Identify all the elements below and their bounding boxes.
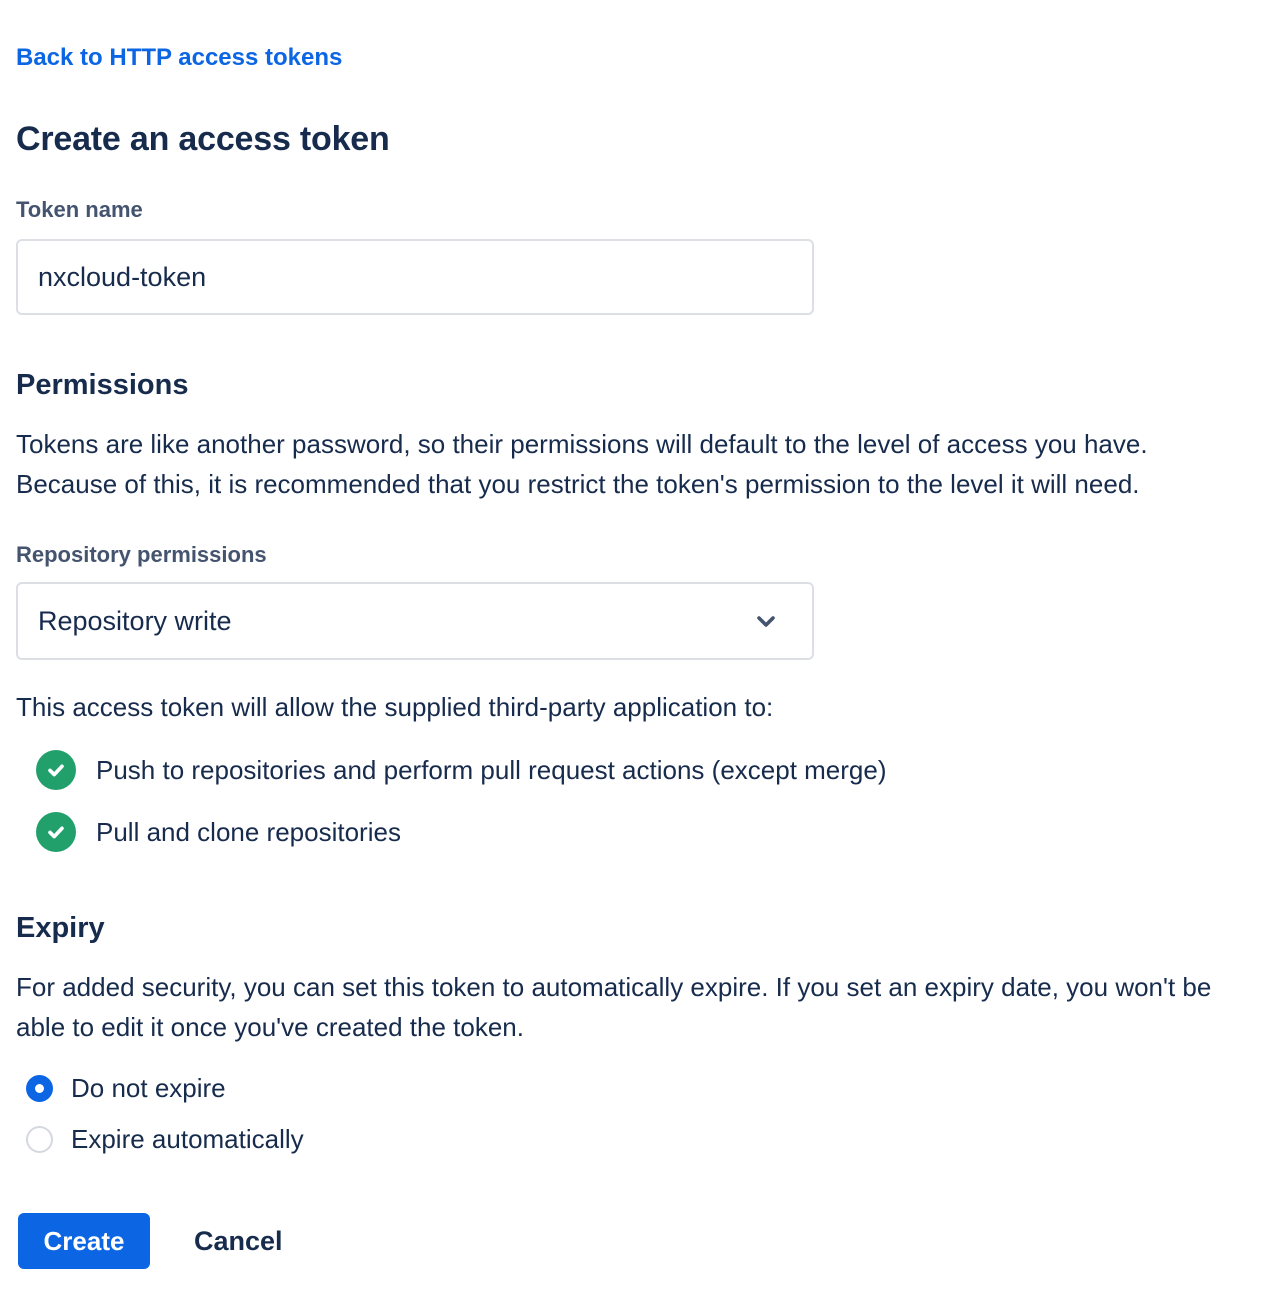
check-icon — [36, 812, 76, 852]
radio-button-icon[interactable] — [26, 1075, 53, 1102]
radio-label: Do not expire — [71, 1073, 226, 1103]
radio-button-icon[interactable] — [26, 1126, 53, 1153]
capability-text: Push to repositories and perform pull request actions (except merge) — [96, 754, 887, 785]
chevron-down-icon — [752, 607, 780, 635]
expiry-heading: Expiry — [16, 912, 105, 944]
permissions-heading: Permissions — [16, 369, 189, 401]
page-title: Create an access token — [16, 120, 390, 158]
expiry-description: For added security, you can set this token to automatically expire. If you set an expiry date, you won't be able to edit it once you've created the token. — [16, 972, 1212, 1042]
repository-permissions-selected-value: Repository write — [38, 605, 232, 636]
cancel-button[interactable]: Cancel — [194, 1225, 283, 1256]
radio-do-not-expire[interactable] — [16, 1073, 1258, 1104]
token-name-label: Token name — [16, 197, 143, 222]
capability-row — [16, 812, 1258, 852]
back-to-http-access-tokens-link[interactable]: Back to HTTP access tokens — [16, 44, 343, 71]
repository-permissions-label: Repository permissions — [16, 542, 267, 567]
radio-label: Expire automatically — [71, 1124, 304, 1154]
permissions-description: Tokens are like another password, so their permissions will default to the level of access you have. Because of this, it is recommended that you restrict the token's permission to the level it will need. — [16, 429, 1148, 499]
capability-text: Pull and clone repositories — [96, 816, 401, 847]
repository-permissions-select[interactable] — [16, 582, 814, 660]
create-button[interactable]: Create — [18, 1213, 150, 1269]
capability-row — [16, 750, 1258, 790]
form-actions — [16, 1213, 1258, 1269]
radio-expire-automatically[interactable] — [16, 1124, 1258, 1155]
allow-intro-text: This access token will allow the supplied third-party application to: — [16, 692, 774, 722]
check-icon — [36, 750, 76, 790]
token-name-input[interactable] — [16, 239, 814, 315]
